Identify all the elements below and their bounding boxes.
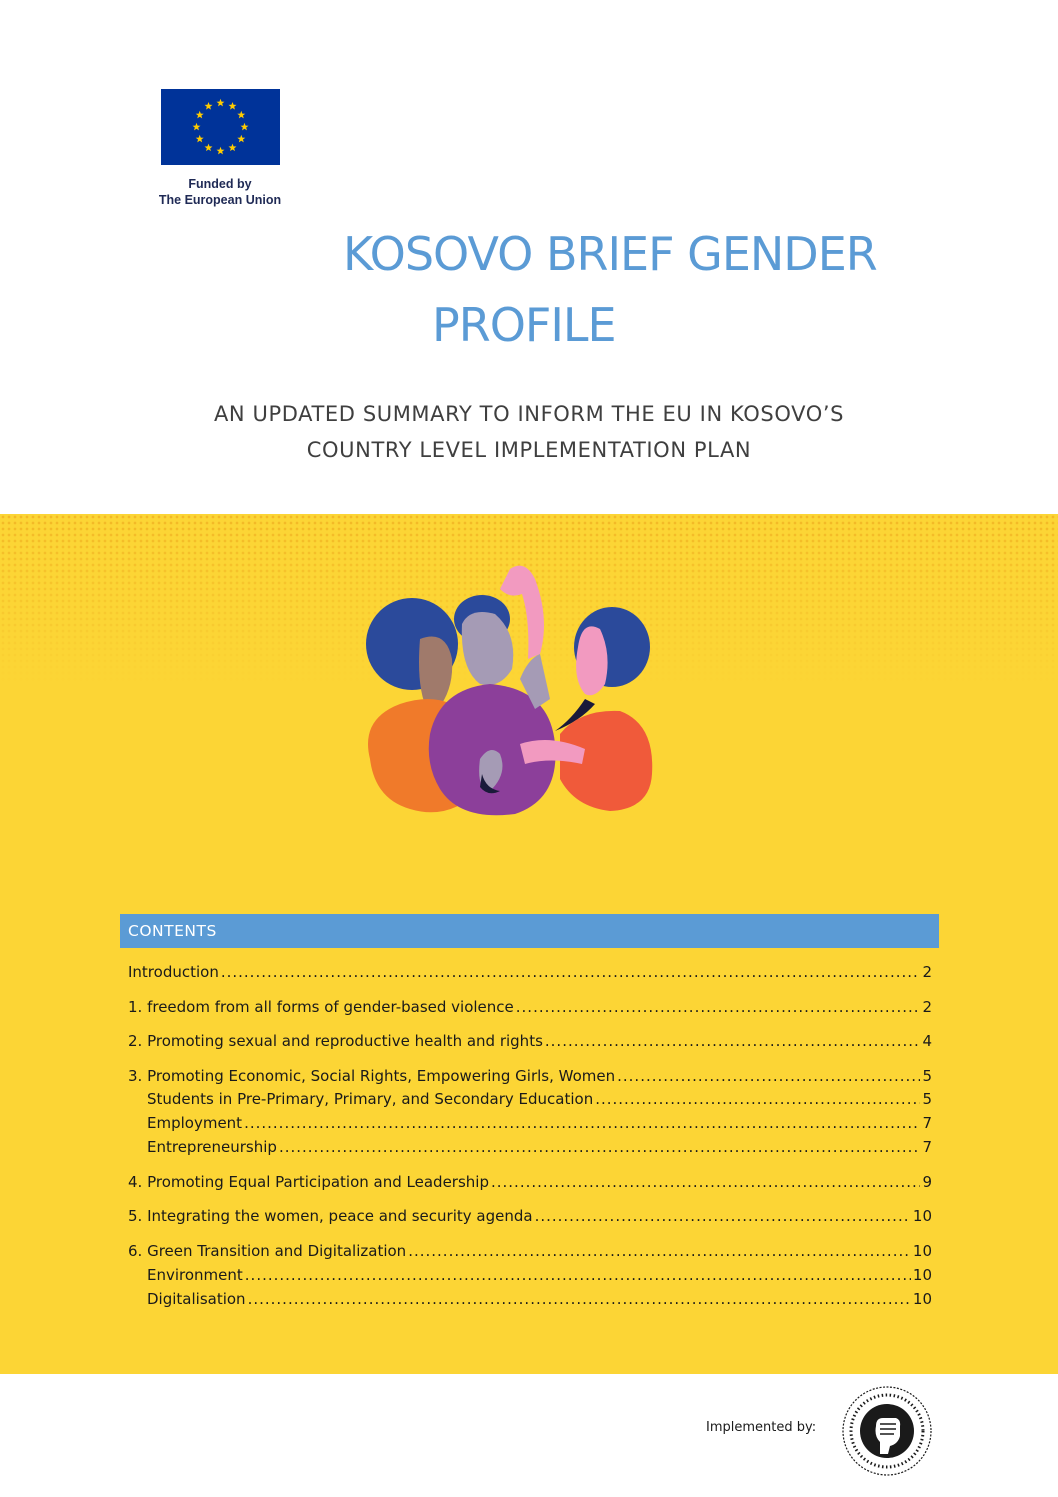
toc-entry-introduction[interactable] — [128, 962, 932, 982]
three-women-embracing-illustration — [350, 559, 670, 819]
implemented-by-label: Implemented by: — [706, 1420, 817, 1435]
toc-page-number: 2 — [922, 963, 932, 981]
toc-entry-green-transition[interactable] — [128, 1241, 932, 1261]
contents-heading: CONTENTS — [120, 914, 939, 948]
toc-entry-label: Environment — [147, 1266, 243, 1284]
funded-line-2: The European Union — [158, 193, 282, 207]
toc-leader-dots — [221, 962, 921, 982]
toc-page-number: 7 — [922, 1138, 932, 1156]
toc-entry-label: Students in Pre-Primary, Primary, and Secondary Education — [147, 1090, 594, 1108]
fist-seal-logo — [840, 1384, 934, 1478]
toc-entry-label: Entrepreneurship — [147, 1138, 277, 1156]
subtitle-line-1: AN UPDATED SUMMARY TO INFORM THE EU IN KOSOVO’S — [213, 402, 845, 426]
toc-entry-label: Employment — [147, 1114, 243, 1132]
toc-entry-entrepreneurship[interactable] — [147, 1137, 932, 1157]
funded-line-1: Funded by — [188, 177, 252, 191]
toc-entry-wps[interactable] — [128, 1206, 932, 1226]
toc-leader-dots — [516, 997, 921, 1017]
toc-leader-dots — [245, 1265, 911, 1285]
toc-leader-dots — [595, 1089, 920, 1109]
subtitle-line-2: COUNTRY LEVEL IMPLEMENTATION PLAN — [306, 438, 752, 462]
toc-page-number: 7 — [922, 1114, 932, 1132]
toc-entry-label: 4. Promoting Equal Participation and Leadership — [128, 1173, 489, 1191]
toc-entry-label: 2. Promoting sexual and reproductive health and rights — [128, 1032, 543, 1050]
toc-leader-dots — [408, 1241, 911, 1261]
toc-entry-label: Digitalisation — [147, 1290, 246, 1308]
toc-page-number: 10 — [912, 1242, 932, 1260]
toc-entry-label: 6. Green Transition and Digitalization — [128, 1242, 407, 1260]
toc-entry-environment[interactable] — [147, 1265, 932, 1285]
toc-entry-digitalisation[interactable] — [147, 1289, 932, 1309]
toc-entry-participation[interactable] — [128, 1172, 932, 1192]
toc-leader-dots — [617, 1066, 920, 1086]
toc-entry-employment[interactable] — [147, 1113, 932, 1133]
eu-flag-logo — [161, 89, 280, 165]
toc-leader-dots — [279, 1137, 921, 1157]
toc-leader-dots — [545, 1031, 921, 1051]
toc-page-number: 10 — [912, 1290, 932, 1308]
toc-page-number: 4 — [922, 1032, 932, 1050]
toc-leader-dots — [491, 1172, 920, 1192]
toc-entry-label: 1. freedom from all forms of gender-based violence — [128, 998, 514, 1016]
toc-entry-label: 5. Integrating the women, peace and security agenda — [128, 1207, 533, 1225]
document-title-line-1: KOSOVO BRIEF GENDER — [343, 227, 877, 281]
toc-leader-dots — [535, 1206, 911, 1226]
toc-page-number: 5 — [922, 1090, 932, 1108]
toc-entry-label: Introduction — [128, 963, 219, 981]
toc-leader-dots — [244, 1113, 920, 1133]
toc-entry-students[interactable] — [147, 1089, 932, 1109]
funded-by-text — [130, 176, 310, 208]
toc-page-number: 10 — [912, 1207, 932, 1225]
toc-page-number: 2 — [922, 998, 932, 1016]
toc-entry-gbv[interactable] — [128, 997, 932, 1017]
toc-page-number: 5 — [922, 1067, 932, 1085]
toc-page-number: 10 — [912, 1266, 932, 1284]
toc-entry-economic[interactable] — [128, 1066, 932, 1086]
toc-page-number: 9 — [922, 1173, 932, 1191]
toc-entry-srhr[interactable] — [128, 1031, 932, 1051]
toc-leader-dots — [248, 1289, 911, 1309]
document-title-line-2: PROFILE — [432, 298, 616, 352]
toc-entry-label: 3. Promoting Economic, Social Rights, Empowering Girls, Women — [128, 1067, 616, 1085]
